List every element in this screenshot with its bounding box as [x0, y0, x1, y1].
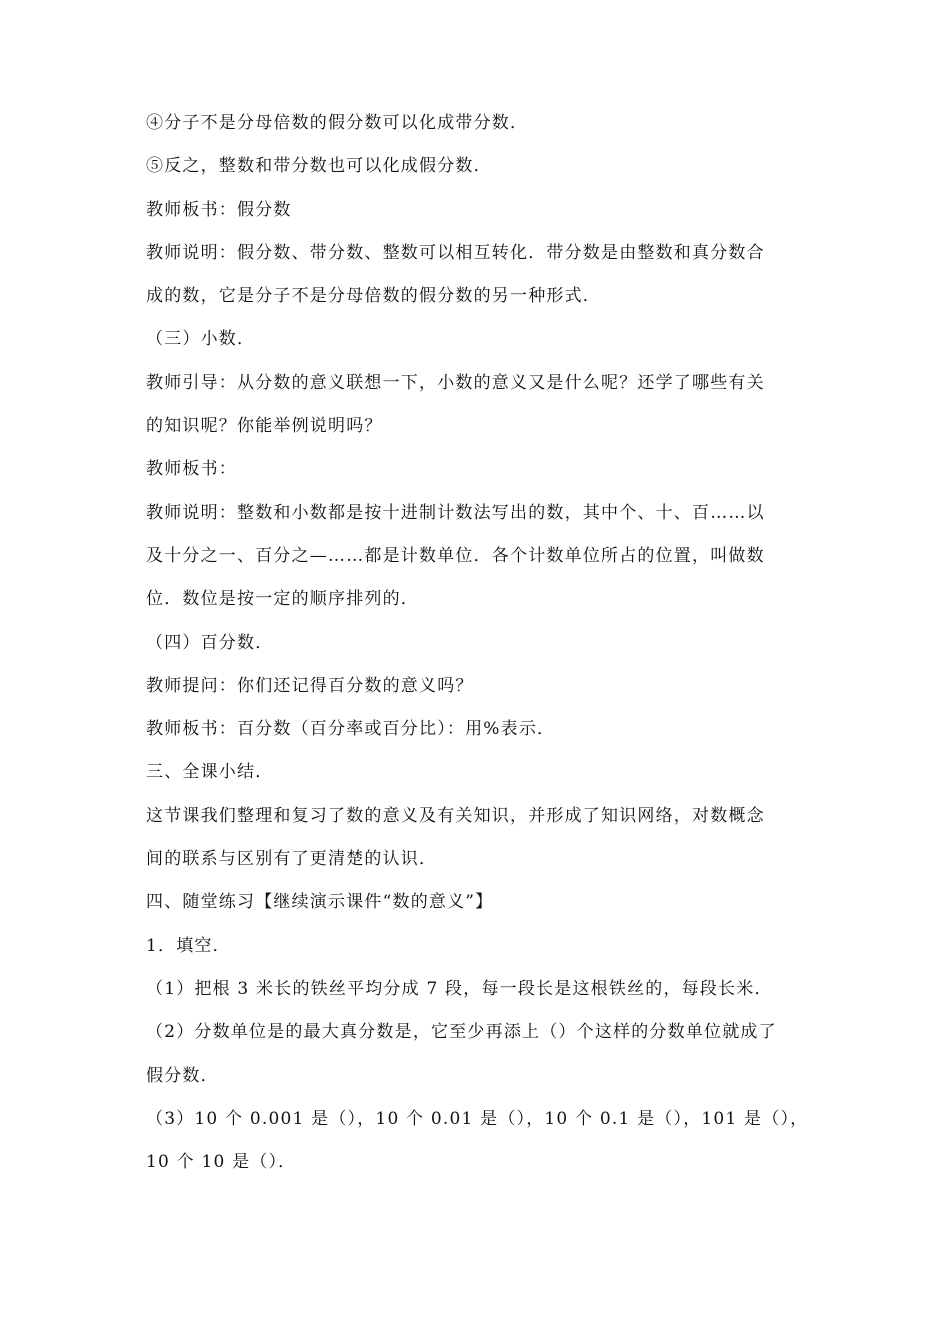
section-heading: （四）百分数． — [146, 632, 274, 653]
text-line: ④分子不是分母倍数的假分数可以化成带分数． — [146, 113, 529, 133]
exercise-heading: 1．填空． — [146, 935, 231, 956]
text-line: 教师引导：从分数的意义联想一下，小数的意义又是什么呢？还学了哪些有关 — [146, 372, 765, 393]
exercise-item: 10 个 10 是（）． — [146, 1152, 297, 1173]
exercise-item: 假分数． — [146, 1065, 219, 1086]
text-line: 教师提问：你们还记得百分数的意义吗？ — [146, 675, 474, 696]
section-heading: 四、随堂练习【继续演示课件“数的意义”】 — [146, 892, 494, 913]
text-line: 教师说明：整数和小数都是按十进制计数法写出的数，其中个、十、百……以 — [146, 502, 765, 523]
text-line: 教师板书：百分数（百分率或百分比）：用%表示． — [146, 719, 556, 740]
exercise-item: （1）把根 3 米长的铁丝平均分成 7 段，每一段长是这根铁丝的，每段长米． — [146, 978, 773, 999]
text-line: 及十分之一、百分之—……都是计数单位．各个计数单位所占的位置，叫做数 — [146, 545, 765, 566]
text-line: 教师板书： — [146, 459, 237, 480]
document-body — [146, 113, 816, 1195]
text-line: ⑤反之，整数和带分数也可以化成假分数． — [146, 156, 492, 177]
section-heading: （三）小数． — [146, 329, 256, 350]
exercise-item: （2）分数单位是的最大真分数是，它至少再添上（）个这样的分数单位就成了 — [146, 1022, 777, 1043]
text-line: 位．数位是按一定的顺序排列的． — [146, 589, 419, 610]
section-heading: 三、全课小结． — [146, 762, 274, 783]
text-line: 成的数，它是分子不是分母倍数的假分数的另一种形式． — [146, 286, 601, 307]
text-line: 教师说明：假分数、带分数、整数可以相互转化．带分数是由整数和真分数合 — [146, 242, 765, 263]
text-line: 的知识呢？你能举例说明吗？ — [146, 416, 383, 437]
exercise-item: （3）10 个 0.001 是（），10 个 0.01 是（），10 个 0.1 是（），101 是（）， — [146, 1108, 809, 1129]
text-line: 间的联系与区别有了更清楚的认识． — [146, 849, 438, 870]
text-line: 这节课我们整理和复习了数的意义及有关知识，并形成了知识网络，对数概念 — [146, 805, 765, 826]
text-line: 教师板书：假分数 — [146, 199, 292, 220]
